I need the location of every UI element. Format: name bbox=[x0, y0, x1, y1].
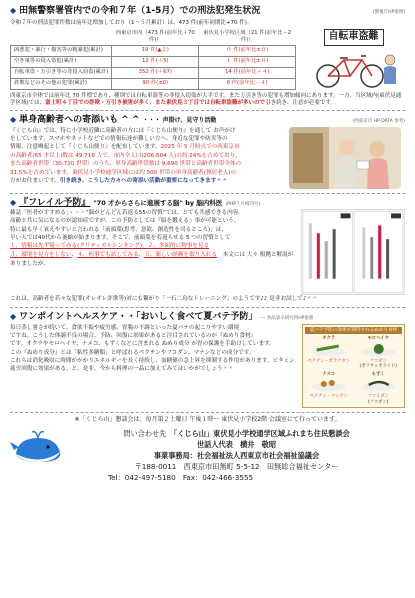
crime-intro: 令和７年の刑法犯罪件数は前年比増加しており（1～５月累計）は、473 件(前年同期比+70 件)。 bbox=[10, 20, 253, 27]
divider bbox=[10, 193, 405, 194]
food-item: モロヘイヤ フコダン (ポリサッカライド) bbox=[355, 336, 403, 369]
crime-source: (警視庁HP参照) bbox=[372, 10, 405, 15]
crime-section-header bbox=[10, 6, 405, 17]
watch-source: (西東京市 HP DATA 参考) bbox=[352, 119, 405, 125]
frail-habit-list: １、情報は先ず疑ってみる(クリティカルシンキング)、２、多面的に物事を見る ３、環境を見方をしない、４、何事でも試してみる、５、新しい経験を取り入れる 本文には 大々 根拠と解説がありましたが、 bbox=[10, 243, 294, 267]
table-row: 詐欺などのその他の犯罪(累計) 90 件(±0) 6 件(前年比－４) bbox=[11, 78, 296, 89]
watch-section-title: ◆ 単身高齢者への寄添いも ^ ^ ・・・ 声掛け、見守り活動 bbox=[10, 115, 217, 126]
nameko-icon bbox=[305, 377, 353, 392]
watch-text: 『くじら山』では、特に小学校近隣に高齢者の方には『くじら山便り』を通して お声がけ をしています。スマホやネットなどでの情報伝達が難しい方へ、身近な犯罪や防災等の 情報、注意喚起として『くじら山便り』を配布しています。2025 年 5 月時点での西東京市 の高齢者(65 才以上)数は 49,716 人で、市内全人口(206,604 人)の約 24%を占めており、 また高齢者世帯（30,720 世帯）のうち、単身高齢世帯数は 9,690 世帯と高齢者世帯全体の 31.5%を占めています。東伏見小学校通学区域には約 500 世帯の単身高齢者(独居老人)の 方がお住まいです。引き続き、こうした方々への寄添い活動が重要になってきます＾＾ bbox=[10, 127, 242, 184]
bike-theft-title: 自転車盗難 bbox=[324, 29, 384, 46]
health-block bbox=[10, 324, 405, 409]
food-panel-heading: 夏バテ予防に効果が期待されるぬめり食材 bbox=[305, 327, 402, 335]
food-item: ナメコ ペクチン・マンナン bbox=[305, 372, 353, 405]
col-school: 東伏見小学校区域（21 件(前年比－2 件)） bbox=[203, 30, 292, 43]
frail-section-header bbox=[10, 198, 405, 209]
elderly-visit-photo bbox=[289, 127, 401, 189]
frail-block bbox=[10, 209, 405, 295]
bike-theft-box bbox=[302, 29, 405, 90]
crime-note: 西東京市全体では前年比 70 件増であり、種別では自転車盗等の非侵入窃盗が大半です。また万引き等の犯罪も増加傾向にあります。一方、当区域内(東伏見通学区域)では、富士町４丁目での詐欺・万引き被害が多く、また東伏見３丁目では自転車盗難が多いので引き続き、注意が必要です。 bbox=[10, 92, 402, 106]
frail-section-title: ◆ 『フレイル予防』 "70 才からさらに進展する脳" by 脳内科医 (PHP７月増刊号) bbox=[10, 197, 261, 208]
contact-block: 問い合わせ先 「くじら山」東伏見小学校通学区域ふれまち住民懇談会 世話人代表 横井 敬昭 事業事務局：社会福祉法人西東京市社会福祉協議会 〒188-0011 西東京市田無町 5-5-12 田無総合福祉センター Tel：042-497-5180 Fax：042-466-3555 bbox=[108, 428, 350, 483]
moroheiya-icon bbox=[355, 342, 403, 357]
crime-block bbox=[10, 29, 405, 90]
crime-section-title: ◆ 田無警察署管内での令和７年（1-5月）での刑法犯発生状況 bbox=[10, 6, 261, 16]
health-section-title: ◆ ワンポイントヘルスケア・・「おいしく食べて夏バテ予防」 --- 食品表示研究所HP参照 bbox=[10, 312, 314, 323]
health-section-header bbox=[10, 312, 405, 323]
diamond-bullet-icon: ◆ bbox=[10, 115, 17, 125]
col-city: 西東京市内（473 件(前年比＋70 件)） bbox=[115, 30, 195, 43]
food-item: もずく フコイダン (フコダン) bbox=[355, 372, 403, 405]
bicycle-illustration-icon bbox=[306, 48, 401, 90]
watch-block bbox=[10, 127, 405, 189]
food-item: オクラ ペクチン・ガラクタン bbox=[305, 336, 353, 369]
table-row: 自転車盗・万引き等の非侵入窃盗(累計) 352 件(＋67) 14 件(前年比＋４) bbox=[11, 67, 296, 78]
frail-text: 雑誌「医者がすすめる」・・・“脳がどんどん若返る55の習慣”では、とても共感できる内容。 高齢と共に気になるのが認知症ですが、この予防としては『脳を鍛える』事が可能という。 特に最も早く衰えやすいと言われる「前頭葉(思考、意欲、創造性を司るところ)」は、 早い人では40代から萎縮が始まります。そこで、前頭葉を若返らせる 5 つの習慣として １、情報は先ず疑ってみる(クリティカルシンキング)、２、多面的に物事を見る ３、環境を見方をしない、４、何事でも試してみる、５、新しい経験を取り入れる 本文には 大々 根拠と解説がありましたが、 bbox=[10, 209, 297, 295]
watch-section-header bbox=[10, 115, 405, 126]
frail-tail: これは、高齢者を若々な犯罪(オレオレ詐欺等)対にも繋がり「一石二鳥なトレーニング」のようです♪♪ 是非お試しで♪＾＾ bbox=[10, 295, 318, 302]
table-row: 凶悪犯・暴行・傷害等の粗暴犯(累計) 19 件(▲２) ０ 件(前年比±０) bbox=[11, 45, 296, 56]
okra-icon bbox=[305, 342, 353, 357]
diamond-bullet-icon: ◆ bbox=[10, 312, 17, 322]
health-text: 毎日蒸し暑さが続いて、食欲不振や疲労感、胃腸の不調といった夏バテの起こりやすい環境 ですね。こうした体調不良の場合、予防、回復に効果があると注目されているのが『ぬめり食材』 です。オクラやモロヘイヤ、ナメコ、もずくなどに含まれる ぬめり成分 が胃の保護を手助けしています。 この『ぬめり成分』とは「粘性多糖類」と呼ばれるペクチンやフコダン、マナンなどの成分です。 これらは消化吸収に時間がかかりエネルギーを長く持続し、血糖値の急上昇を抑制する作用があります。ビタミン 疲労回復に効果がある、と。是非、今から料理の一品に加えてみてはいかがでしょう＾＾ bbox=[10, 324, 295, 373]
diamond-bullet-icon: ◆ bbox=[10, 6, 17, 15]
crime-table bbox=[10, 29, 296, 90]
divider bbox=[10, 110, 405, 111]
slimy-food-panel bbox=[302, 324, 405, 409]
whale-mascot-icon bbox=[10, 428, 68, 468]
diamond-bullet-icon: ◆ bbox=[10, 197, 17, 207]
divider bbox=[10, 307, 405, 308]
book-cover-image bbox=[301, 209, 405, 295]
footer bbox=[10, 412, 405, 483]
table-row: 空き巣等の侵入盗犯(累計) 12 件(＋5) １ 件(前年比±０) bbox=[11, 56, 296, 67]
meeting-note: ※「くじら山」懇談会は、毎月第２土曜日 午後１時〜 東伏見小学校2階 会議室にて行っています。 bbox=[74, 416, 341, 424]
mozuku-icon bbox=[355, 377, 403, 392]
